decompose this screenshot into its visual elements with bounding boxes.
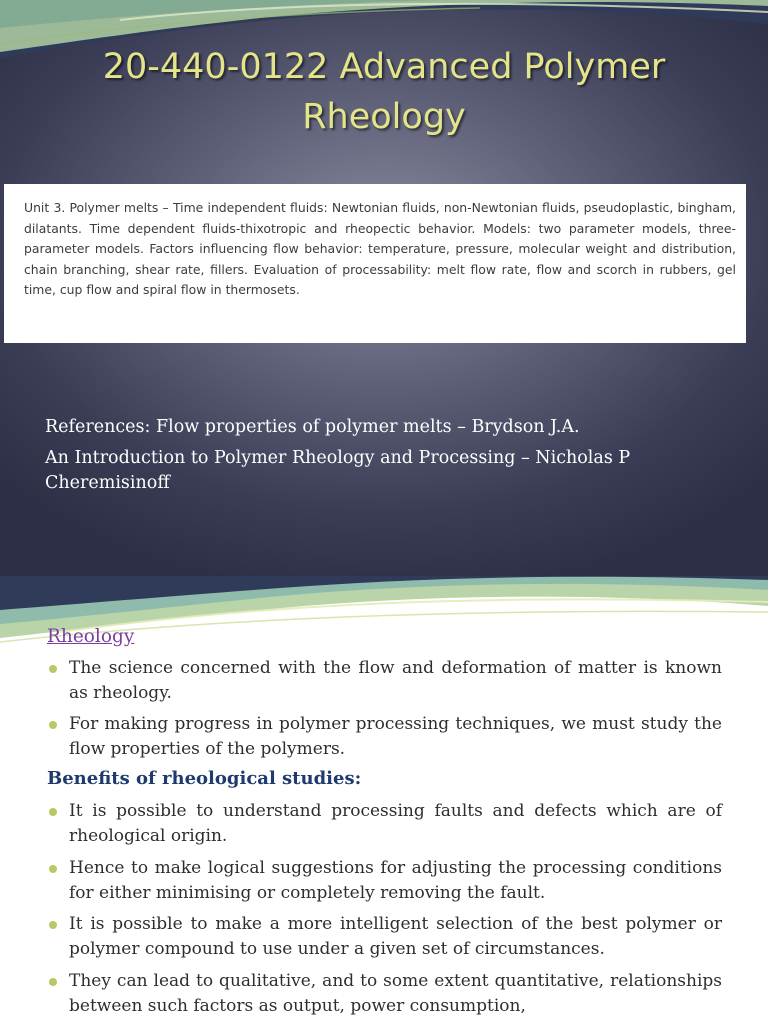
list-item: The science concerned with the flow and deformation of matter is known as rheology. [46, 656, 722, 706]
references [45, 415, 735, 502]
subheading-benefits: Benefits of rheological studies: [47, 768, 362, 789]
reference-2: An Introduction to Polymer Rheology and Processing – Nicholas P Cheremisinoff [45, 448, 631, 493]
bullet-icon [49, 665, 57, 673]
heading-rheology[interactable]: Rheology [47, 626, 135, 647]
list-item: For making progress in polymer processing techniques, we must study the flow properties of the polymers. [46, 712, 722, 762]
list-item: Hence to make logical suggestions for adjusting the processing conditions for either minimising or completely removing the fault. [46, 856, 722, 906]
bullet-icon [49, 921, 57, 929]
bullet-icon [49, 721, 57, 729]
title-line-2: Rheology [302, 97, 466, 137]
page-title [0, 42, 768, 142]
list-item: It is possible to make a more intelligent selection of the best polymer or polymer compound to use under a given set of circumstances. [46, 912, 722, 962]
syllabus-box: Unit 3. Polymer melts – Time independent fluids: Newtonian fluids, non-Newtonian fluids, pseudoplastic, bingham, dilatants. Time dependent fluids-thixotropic and rheopectic behavior. Models: two parameter models, three-parameter models. Factors influencing flow behavior: temperature, pressure, molecular weight and distribution, chain branching, shear rate, fillers. Evaluation of processability: melt flow rate, flow and scorch in rubbers, gel time, cup flow and spiral flow in thermosets. [4, 184, 746, 343]
bullet-icon [49, 978, 57, 986]
title-line-1: 20-440-0122 Advanced Polymer [102, 47, 666, 87]
bullet-icon [49, 808, 57, 816]
list-item: It is possible to understand processing faults and defects which are of rheological origin. [46, 799, 722, 849]
bullet-icon [49, 865, 57, 873]
rheology-slide [0, 576, 768, 1024]
list-item: They can lead to qualitative, and to some extent quantitative, relationships between such factors as output, power consumption, [46, 969, 722, 1019]
reference-1: References: Flow properties of polymer melts – Brydson J.A. [45, 417, 580, 437]
